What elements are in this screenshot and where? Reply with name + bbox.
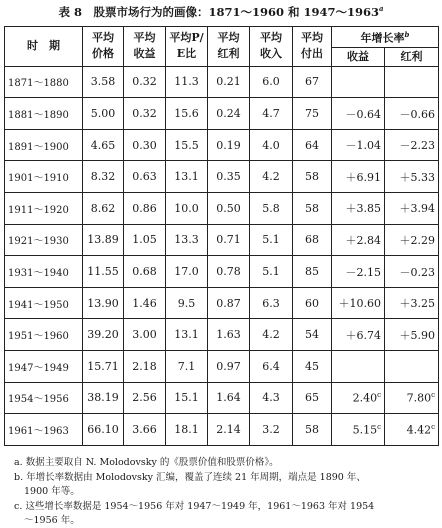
growth-dividend-cell-value: ＋5.90: [399, 328, 435, 342]
dividend-cell: 0.71: [208, 224, 250, 256]
growth-earnings-cell: [332, 193, 385, 225]
pe-cell: 15.1: [166, 382, 208, 414]
growth-dividend-cell-value: ＋2.29: [399, 233, 435, 247]
table-row: [5, 351, 439, 383]
header-avg-earnings: [124, 27, 166, 67]
earnings-cell: 3.00: [124, 319, 166, 351]
income-cell: 4.7: [250, 98, 293, 130]
earnings-cell: 0.30: [124, 129, 166, 161]
title-footnote-marker: a: [379, 4, 384, 14]
price-cell: 15.71: [83, 351, 124, 383]
income-cell: 5.8: [250, 193, 293, 225]
income-cell: 4.2: [250, 319, 293, 351]
growth-earnings-cell-value: ＋6.74: [345, 328, 381, 342]
growth-earnings-cell: [332, 66, 385, 98]
earnings-cell: 2.18: [124, 351, 166, 383]
table-row: [5, 319, 439, 351]
header-avg-pe: [166, 27, 208, 67]
payout-cell: 60: [293, 287, 332, 319]
period-cell: 1881～1890: [5, 98, 83, 130]
payout-cell: 64: [293, 129, 332, 161]
dividend-cell: 0.87: [208, 287, 250, 319]
earnings-cell: 1.46: [124, 287, 166, 319]
growth-dividend-cell: [385, 129, 439, 161]
payout-cell: 75: [293, 98, 332, 130]
dividend-cell: 0.50: [208, 193, 250, 225]
growth-dividend-cell-value: 4.42: [406, 423, 432, 437]
footnote-c-line2: ～1956 年。: [24, 515, 80, 526]
footnote-c-line1: c. 这些增长率数据是 1954～1956 年对 1947～1949 年，1961～1963 年对 1954: [14, 501, 375, 512]
payout-cell: 67: [293, 66, 332, 98]
growth-dividend-cell: [385, 351, 439, 383]
growth-dividend-cell-value: ＋5.33: [399, 170, 435, 184]
growth-dividend-cell: [385, 66, 439, 98]
growth-earnings-cell: [332, 129, 385, 161]
pe-cell: 13.1: [166, 161, 208, 193]
table-row: [5, 382, 439, 414]
growth-earnings-cell-value: 2.40: [352, 391, 378, 405]
payout-cell: 54: [293, 319, 332, 351]
growth-dividend-cell: [385, 382, 439, 414]
growth-earnings-cell-value: 5.15: [352, 423, 378, 437]
period-cell: 1951～1960: [5, 319, 83, 351]
growth-earnings-cell: [332, 161, 385, 193]
period-cell: 1901～1910: [5, 161, 83, 193]
pe-cell: 17.0: [166, 256, 208, 288]
stock-market-table: [4, 26, 439, 446]
header-avg-payout-label: 平均付出: [301, 31, 323, 61]
table-title: 表 8 股票市场行为的画像：1871～1960 和 1947～1963$^a$: [58, 4, 384, 19]
payout-cell: 58: [293, 161, 332, 193]
footnote-b-line2: 1900 年等。: [24, 486, 80, 497]
growth-dividend-cell-footnote-marker: c: [431, 391, 435, 400]
period-cell: 1871～1880: [5, 66, 83, 98]
price-cell: 11.55: [83, 256, 124, 288]
earnings-cell: 0.68: [124, 256, 166, 288]
pe-cell: 7.1: [166, 351, 208, 383]
period-cell: 1911～1920: [5, 193, 83, 225]
table-row: [5, 256, 439, 288]
growth-earnings-cell-value: ＋3.85: [345, 202, 381, 216]
growth-dividend-cell: [385, 161, 439, 193]
growth-dividend-cell-value: －0.66: [399, 107, 435, 121]
payout-cell: 68: [293, 224, 332, 256]
header-avg-income: [250, 27, 293, 67]
growth-earnings-cell: [332, 256, 385, 288]
income-cell: 4.3: [250, 382, 293, 414]
price-cell: 8.32: [83, 161, 124, 193]
income-cell: 3.2: [250, 414, 293, 446]
table-row: [5, 224, 439, 256]
growth-dividend-cell-footnote-marker: c: [431, 422, 435, 431]
price-cell: 66.10: [83, 414, 124, 446]
growth-dividend-cell: [385, 224, 439, 256]
income-cell: 6.3: [250, 287, 293, 319]
income-cell: 6.4: [250, 351, 293, 383]
header-growth-dividend: 红利: [385, 47, 439, 66]
table-row: [5, 193, 439, 225]
header-avg-income-label: 平均收入: [260, 31, 282, 61]
pe-cell: 13.1: [166, 319, 208, 351]
header-avg-price: [83, 27, 124, 67]
period-cell: 1931～1940: [5, 256, 83, 288]
dividend-cell: 0.21: [208, 66, 250, 98]
growth-dividend-cell: [385, 98, 439, 130]
pe-cell: 13.3: [166, 224, 208, 256]
table-row: [5, 161, 439, 193]
growth-dividend-cell: [385, 287, 439, 319]
dividend-cell: 0.24: [208, 98, 250, 130]
growth-earnings-cell: [332, 319, 385, 351]
price-cell: 5.00: [83, 98, 124, 130]
header-avg-payout: [293, 27, 332, 67]
growth-dividend-cell: [385, 414, 439, 446]
growth-earnings-cell-value: ＋2.84: [345, 233, 381, 247]
growth-earnings-cell: [332, 287, 385, 319]
growth-earnings-cell: [332, 98, 385, 130]
growth-dividend-cell-value: ＋3.25: [399, 297, 435, 311]
price-cell: 13.89: [83, 224, 124, 256]
header-avg-dividend: [208, 27, 250, 67]
earnings-cell: 2.56: [124, 382, 166, 414]
pe-cell: 15.5: [166, 129, 208, 161]
growth-earnings-cell: [332, 382, 385, 414]
income-cell: 6.0: [250, 66, 293, 98]
growth-dividend-cell-value: ＋3.94: [399, 202, 435, 216]
growth-dividend-cell: [385, 256, 439, 288]
table-row: [5, 129, 439, 161]
price-cell: 3.58: [83, 66, 124, 98]
growth-earnings-cell-value: ＋6.91: [345, 170, 381, 184]
dividend-cell: 2.14: [208, 414, 250, 446]
growth-earnings-cell: [332, 351, 385, 383]
earnings-cell: 3.66: [124, 414, 166, 446]
price-cell: 13.90: [83, 287, 124, 319]
growth-earnings-cell: [332, 224, 385, 256]
header-annual-growth-label: 年增长率: [360, 31, 405, 45]
table-row: [5, 66, 439, 98]
growth-dividend-cell-value: －0.23: [399, 265, 435, 279]
period-cell: 1941～1950: [5, 287, 83, 319]
footnote-a: a. 数据主要取自 N. Molodovsky 的《股票价值和股票价格》。: [14, 457, 279, 468]
header-period: 时 期: [5, 27, 83, 67]
dividend-cell: 1.63: [208, 319, 250, 351]
earnings-cell: 0.86: [124, 193, 166, 225]
payout-cell: 45: [293, 351, 332, 383]
growth-earnings-cell-footnote-marker: c: [377, 391, 381, 400]
payout-cell: 58: [293, 193, 332, 225]
income-cell: 4.2: [250, 161, 293, 193]
header-avg-pe-label: 平均P/E比: [169, 31, 204, 61]
price-cell: 8.62: [83, 193, 124, 225]
table-row: [5, 414, 439, 446]
earnings-cell: 1.05: [124, 224, 166, 256]
pe-cell: 15.6: [166, 98, 208, 130]
price-cell: 38.19: [83, 382, 124, 414]
income-cell: 4.0: [250, 129, 293, 161]
period-cell: 1954～1956: [5, 382, 83, 414]
growth-dividend-cell-value: 7.80: [406, 391, 432, 405]
pe-cell: 11.3: [166, 66, 208, 98]
period-cell: 1947～1949: [5, 351, 83, 383]
period-cell: 1921～1930: [5, 224, 83, 256]
header-annual-growth: [332, 27, 439, 48]
table-row: [5, 287, 439, 319]
dividend-cell: 1.64: [208, 382, 250, 414]
table-row: [5, 98, 439, 130]
growth-dividend-cell-value: －2.23: [399, 139, 435, 153]
growth-earnings-cell-value: ＋10.60: [338, 297, 381, 311]
footnote-b-line1: b. 年增长率数据由 Molodovsky 汇编，覆盖了连续 21 年周期，端点是 1890 年、: [14, 472, 366, 483]
dividend-cell: 0.97: [208, 351, 250, 383]
growth-earnings-cell-value: －1.04: [345, 139, 381, 153]
header-annual-growth-marker: b: [404, 30, 410, 39]
income-cell: 5.1: [250, 256, 293, 288]
header-growth-earnings: 收益: [332, 47, 385, 66]
earnings-cell: 0.32: [124, 98, 166, 130]
period-cell: 1891～1900: [5, 129, 83, 161]
pe-cell: 9.5: [166, 287, 208, 319]
growth-dividend-cell: [385, 319, 439, 351]
payout-cell: 58: [293, 414, 332, 446]
income-cell: 5.1: [250, 224, 293, 256]
earnings-cell: 0.63: [124, 161, 166, 193]
price-cell: 39.20: [83, 319, 124, 351]
pe-cell: 18.1: [166, 414, 208, 446]
growth-dividend-cell: [385, 193, 439, 225]
period-cell: 1961～1963: [5, 414, 83, 446]
payout-cell: 65: [293, 382, 332, 414]
dividend-cell: 0.19: [208, 129, 250, 161]
growth-earnings-cell-footnote-marker: c: [377, 422, 381, 431]
growth-earnings-cell-value: －0.64: [345, 107, 381, 121]
header-avg-price-label: 平均价格: [92, 31, 114, 61]
header-avg-dividend-label: 平均红利: [217, 31, 240, 61]
price-cell: 4.65: [83, 129, 124, 161]
dividend-cell: 0.35: [208, 161, 250, 193]
earnings-cell: 0.32: [124, 66, 166, 98]
growth-earnings-cell-value: －2.15: [345, 265, 381, 279]
dividend-cell: 0.78: [208, 256, 250, 288]
growth-earnings-cell: [332, 414, 385, 446]
pe-cell: 10.0: [166, 193, 208, 225]
header-avg-earnings-label: 平均收益: [133, 31, 156, 61]
payout-cell: 85: [293, 256, 332, 288]
